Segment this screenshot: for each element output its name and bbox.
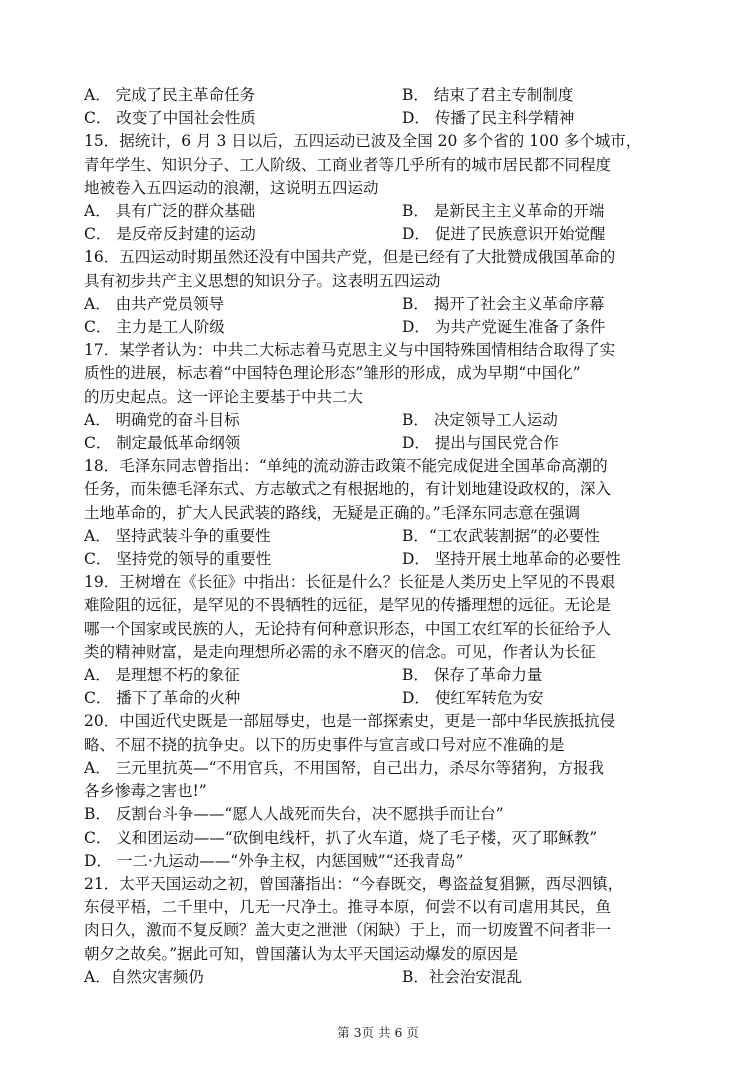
q21-options-row-1 (84, 966, 684, 989)
q15-stem-line-3: 地被卷入五四运动的浪潮，这说明五四运动 (84, 178, 379, 197)
q18-option-c: C． 坚持党的领导的重要性 (84, 550, 272, 569)
q19-option-d: D． 使红军转危为安 (402, 689, 544, 708)
q20-option-d: D． 一二·九运动——“外争主权，内惩国贼”“还我青岛” (84, 851, 464, 870)
q17-stem-line-3: 的历史起点。这一评论主要基于中共二大 (84, 387, 364, 406)
q19-stem-line-4: 类的精神财富，是走向理想所必需的永不磨灭的信念。可见，作者认为长征 (84, 642, 596, 661)
q17-options-row-1 (84, 409, 684, 432)
q18-options-row-2 (84, 548, 684, 571)
q14-options-row-2 (84, 107, 684, 130)
q17-options-row-2 (84, 432, 684, 455)
q14-option-c: C． 改变了中国社会性质 (84, 109, 256, 128)
q21-stem-line-2: 东侵平梧，二千里中，几无一尺净土。推寻本原，何尝不以有司虐用其民，鱼 (84, 898, 612, 917)
q15-options-row-2 (84, 223, 684, 246)
q14-option-b: B． 结束了君主专制制度 (402, 86, 574, 104)
q16-options-row-2 (84, 316, 684, 339)
q20-option-a-line-2: 各乡惨毒之害也!” (84, 782, 207, 801)
q18-option-a: A． 坚持武装斗争的重要性 (84, 526, 271, 545)
q21-stem-line-1: 21．太平天国运动之初，曾国藩指出：“今春既交，粤盗益复猖獗，西尽泗镇， (84, 874, 624, 893)
q19-option-c: C． 播下了革命的火种 (84, 689, 241, 708)
q17-option-b: B． 决定领导工人运动 (402, 410, 558, 429)
q19-options-row-2 (84, 687, 684, 710)
q20-option-c: C． 义和团运动——“砍倒电线杆，扒了火车道，烧了毛子楼，灭了耶稣教” (84, 828, 598, 847)
q18-stem-line-1: 18．毛泽东同志曾指出：“单纯的流动游击政策不能完成促进全国革命高潮的 (84, 457, 608, 476)
q14-option-a: A． 完成了民主革命任务 (84, 86, 256, 104)
q18-options-row-1 (84, 525, 684, 548)
q19-stem-line-1: 19．王树增在《长征》中指出：长征是什么？长征是人类历史上罕见的不畏艰 (84, 573, 616, 592)
q21-option-b: B．社会治安混乱 (402, 967, 522, 986)
q20-option-b: B． 反割台斗争——“愿人人战死而失台，决不愿拱手而让台” (84, 805, 504, 824)
q17-option-c: C． 制定最低革命纲领 (84, 434, 241, 453)
q21-stem-line-3: 肉日久，激而不复反顾？盖大吏之泄泄（闲缺）于上，而一切废置不问者非一 (84, 921, 612, 940)
q15-stem-line-1: 15．据统计，6 月 3 日以后，五四运动已波及全国 20 多个省的 100 多个城市， (84, 132, 642, 151)
page-footer: 第 3页 共 6 页 (337, 1025, 419, 1040)
q20-stem-line-2: 略、不屈不挠的抗争史。以下的历史事件与宣言或口号对应不准确的是 (84, 735, 565, 754)
q15-option-c: C． 是反帝反封建的运动 (84, 225, 256, 244)
q17-option-a: A． 明确党的奋斗目标 (84, 410, 240, 429)
q16-option-c: C． 主力是工人阶级 (84, 318, 225, 337)
q15-options-row-1 (84, 200, 684, 223)
q19-option-a: A． 是理想不朽的象征 (84, 666, 240, 685)
q16-option-d: D． 为共产党诞生准备了条件 (402, 318, 606, 337)
q21-stem-line-4: 朝夕之故矣。”据此可知，曾国藩认为太平天国运动爆发的原因是 (84, 944, 519, 963)
q17-option-d: D． 提出与国民党合作 (402, 434, 559, 453)
q14-option-d: D． 传播了民主科学精神 (402, 109, 575, 128)
q20-stem-line-1: 20．中国近代史既是一部屈辱史，也是一部探索史，更是一部中华民族抵抗侵 (84, 712, 616, 731)
q14-options-row-1 (84, 84, 684, 107)
q18-stem-line-2: 任务，而朱德毛泽东式、方志敏式之有根据地的，有计划地建设政权的，深入 (84, 480, 612, 499)
q21-option-a: A．自然灾害频仍 (84, 967, 204, 986)
q19-stem-line-2: 难险阻的远征，是罕见的不畏牺牲的远征，是罕见的传播理想的远征。无论是 (84, 596, 612, 615)
q16-options-row-1 (84, 293, 684, 316)
q15-stem-line-2: 青年学生、知识分子、工人阶级、工商业者等几乎所有的城市居民都不同程度 (84, 155, 612, 174)
q17-stem-line-1: 17．某学者认为：中共二大标志着马克思主义与中国特殊国情相结合取得了实 (84, 341, 616, 360)
q18-option-b: B．“工农武装割据”的必要性 (402, 526, 600, 545)
q15-option-d: D． 促进了民族意识开始觉醒 (402, 225, 606, 244)
q16-stem-line-2: 具有初步共产主义思想的知识分子。这表明五四运动 (84, 271, 441, 290)
q15-option-b: B． 是新民主主义革命的开端 (402, 202, 605, 221)
q17-stem-line-2: 质性的进展，标志着“中国特色理论形态”雏形的形成，成为早期“中国化” (84, 364, 581, 383)
q16-stem-line-1: 16．五四运动时期虽然还没有中国共产党，但是已经有了大批赞成俄国革命的 (84, 248, 616, 267)
q18-option-d: D． 坚持开展土地革命的必要性 (402, 550, 621, 569)
q16-option-b: B． 揭开了社会主义革命序幕 (402, 294, 605, 313)
q19-options-row-1 (84, 664, 684, 687)
q18-stem-line-3: 土地革命的，扩大人民武装的路线，无疑是正确的。”毛泽东同志意在强调 (84, 503, 581, 522)
q19-option-b: B． 保存了革命力量 (402, 666, 543, 685)
q19-stem-line-3: 哪一个国家或民族的人，无论持有何种意识形态，中国工农红军的长征给予人 (84, 619, 612, 638)
q16-option-a: A． 由共产党员领导 (84, 294, 225, 313)
q20-option-a-line-1: A． 三元里抗英—“不用官兵，不用国帑，自己出力，杀尽尔等猪狗，方报我 (84, 758, 605, 777)
q15-option-a: A． 具有广泛的群众基础 (84, 202, 256, 221)
